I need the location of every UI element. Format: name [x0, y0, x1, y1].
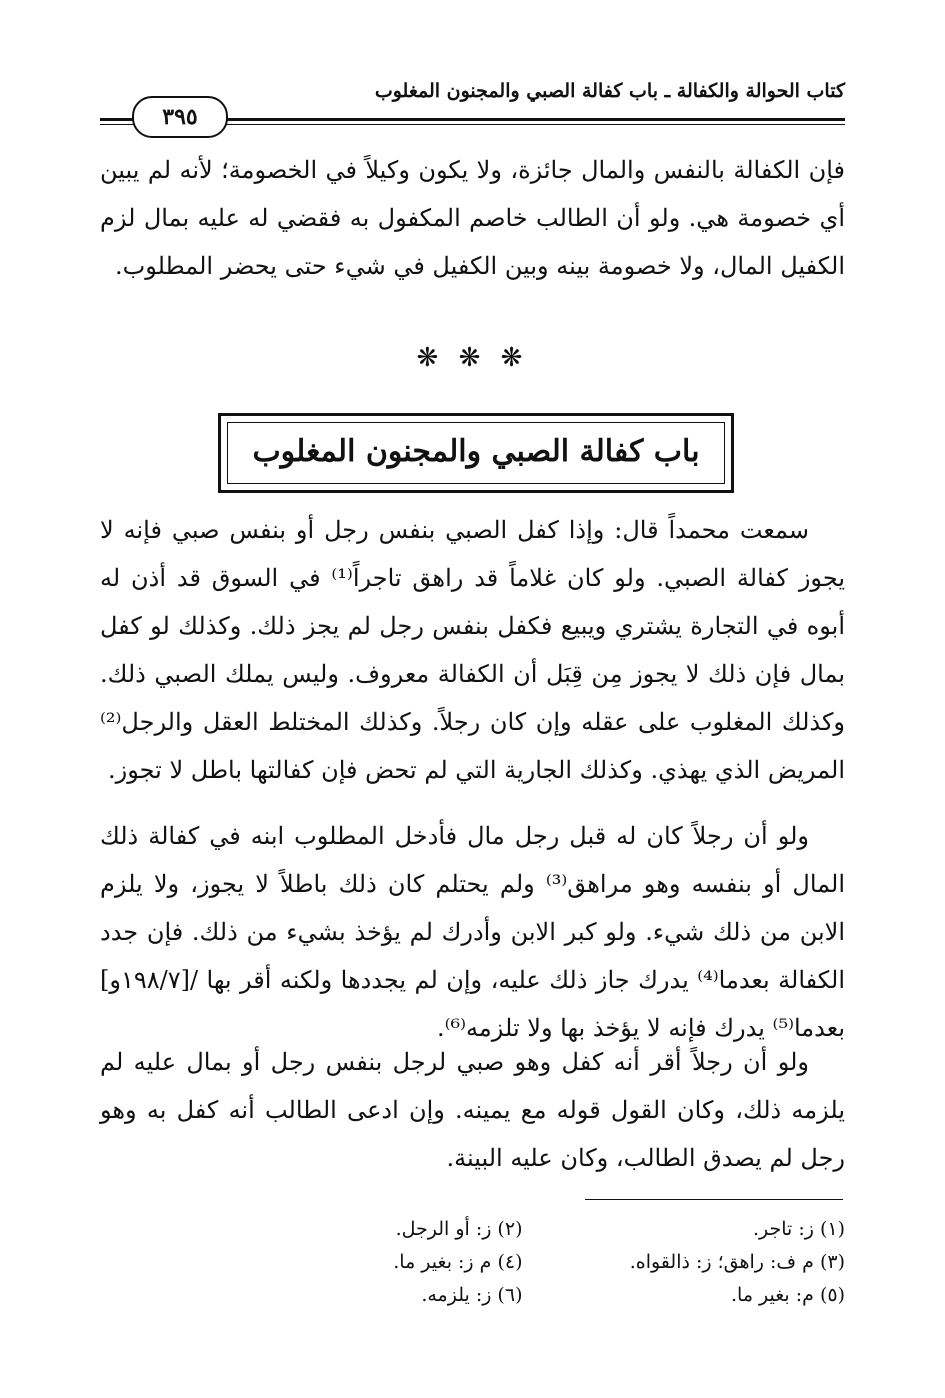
running-title: كتاب الحوالة والكفالة ـ باب كفالة الصبي والمجنون المغلوب — [374, 80, 845, 102]
opening-paragraph — [100, 146, 845, 290]
paragraph-1-text: سمعت محمداً قال: وإذا كفل الصبي بنفس رجل أو بنفس صبي فإنه لا يجوز كفالة الصبي. ولو كان غلاماً قد راهق تاجراً⁽¹⁾ في السوق قد أذن له أبوه في التجارة يشتري ويبيع فكفل بنفس رجل لم يجز ذلك. وكذلك لو كفل بمال فإن ذلك لا يجوز مِن قِبَل أن الكفالة معروف. وليس يملك الصبي ذلك. وكذلك المغلوب على عقله وإن كان رجلاً. وكذلك المختلط العقل والرجل⁽²⁾ المريض الذي يهذي. وكذلك الجارية التي لم تحض فإن كفالتها باطل لا تجوز. — [100, 516, 845, 784]
paragraph-1 — [100, 506, 845, 794]
footnote-2: (٢) ز: أو الرجل. — [395, 1218, 523, 1240]
footnote-6: (٦) ز: يلزمه. — [421, 1284, 523, 1306]
opening-paragraph-text: فإن الكفالة بالنفس والمال جائزة، ولا يكون وكيلاً في الخصومة؛ لأنه لم يبين أي خصومة هي. ولو أن الطالب خاصم المكفول به فقضي له عليه بمال لزم الكفيل المال، ولا خصومة بينه وبين الكفيل في شيء حتى يحضر المطلوب. — [100, 156, 845, 280]
chapter-heading-frame — [218, 413, 734, 493]
footnotes — [200, 1213, 845, 1312]
footnote-separator — [585, 1199, 843, 1200]
paragraph-2-text: ولو أن رجلاً كان له قبل رجل مال فأدخل المطلوب ابنه في كفالة ذلك المال أو بنفسه وهو مراهق⁽³⁾ ولم يحتلم كان ذلك باطلاً لا يجوز، ولا يلزم الابن من ذلك شيء. ولو كبر الابن وأدرك لم يؤخذ بشيء من ذلك. فإن جدد الكفالة بعدما⁽⁴⁾ يدرك جاز ذلك عليه، وإن لم يجددها ولكنه أقر بها /[١٩٨/٧و] بعدما⁽⁵⁾ يدرك فإنه لا يؤخذ بها ولا تلزمه⁽⁶⁾. — [100, 822, 846, 1042]
footnote-5: (٥) م: بغير ما. — [730, 1284, 845, 1306]
footnote-3: (٣) م ف: راهق؛ ز: ذالقواه. — [629, 1251, 845, 1273]
footnote-4: (٤) م ز: بغير ما. — [393, 1251, 523, 1273]
footnote-1: (١) ز: تاجر. — [752, 1218, 845, 1240]
paragraph-3 — [100, 1038, 845, 1182]
section-separator: ❋ ❋ ❋ — [416, 343, 529, 373]
paragraph-2 — [100, 812, 845, 1052]
page-number: ٣٩٥ — [132, 96, 228, 138]
paragraph-3-text: ولو أن رجلاً أقر أنه كفل وهو صبي لرجل بنفس رجل أو بمال عليه لم يلزمه ذلك، وكان القول قوله مع يمينه. وإن ادعى الطالب أنه كفل به وهو رجل لم يصدق الطالب، وكان عليه البينة. — [100, 1048, 845, 1172]
chapter-title: باب كفالة الصبي والمجنون المغلوب — [252, 434, 700, 469]
